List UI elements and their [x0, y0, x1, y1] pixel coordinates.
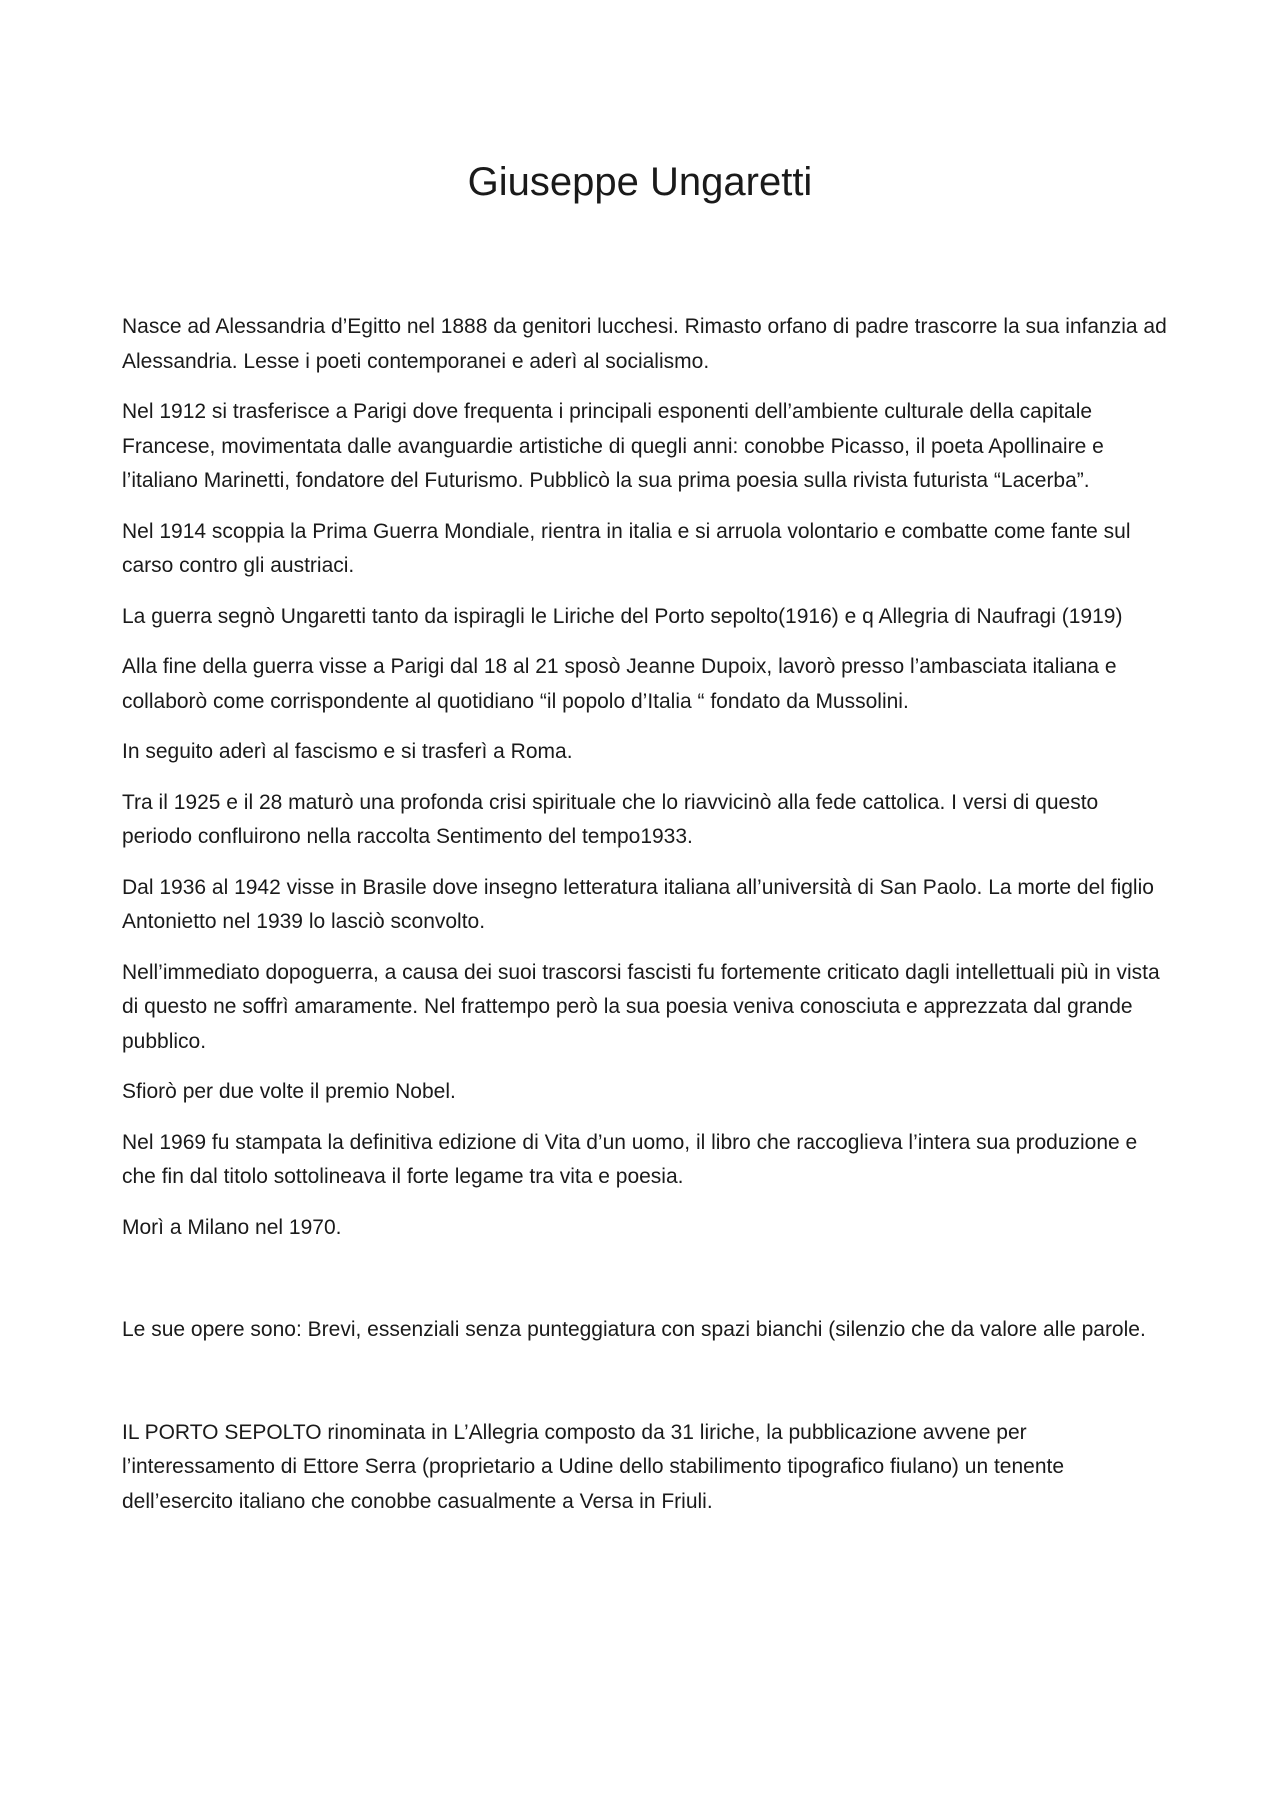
- paragraph-crisis: Tra il 1925 e il 28 maturò una profonda crisi spirituale che lo riavvicinò alla fede cattolica. I versi di questo periodo confluirono nella raccolta Sentimento del tempo1933.: [122, 790, 1099, 848]
- paragraph-vita-uomo: Nel 1969 fu stampata la definitiva edizione di Vita d’un uomo, il libro che raccoglieva l’intera sua produzione e che fin dal titolo sottolineava il forte legame tra vita e poesia.: [122, 1130, 1138, 1188]
- paragraph-nobel: Sfiorò per due volte il premio Nobel.: [122, 1080, 456, 1103]
- paragraph-birth: Nasce ad Alessandria d’Egitto nel 1888 da genitori lucchesi. Rimasto orfano di padre trascorre la sua infanzia ad Alessandria. Lesse i poeti contemporanei e aderì al socialismo.: [122, 315, 1167, 373]
- paragraph-postwar-paris: Alla fine della guerra visse a Parigi dal 18 al 21 sposò Jeanne Dupoix, lavorò presso l’ambasciata italiana e collaborò come corrispondente al quotidiano “il popolo d’Italia “ fondato da Mussolini.: [122, 655, 1117, 713]
- paragraph-porto-sepolto: IL PORTO SEPOLTO rinominata in L’Allegria composto da 31 liriche, la pubblicazione avvene per l’interessamento di Ettore Serra (proprietario a Udine dello stabilimento tipografico fiulano) un tenente dell’esercito italiano che conobbe casualmente a Versa in Friuli.: [122, 1420, 1065, 1513]
- blank-space: [122, 1364, 1167, 1416]
- paragraph-death: Morì a Milano nel 1970.: [122, 1215, 342, 1239]
- paragraph-brazil: Dal 1936 al 1942 visse in Brasile dove insegno letteratura italiana all’università di San Paolo. La morte del figlio Antonietto nel 1939 lo lasciò sconvolto.: [122, 875, 1154, 933]
- blank-space: [122, 1261, 1167, 1313]
- paragraph-war: Nel 1914 scoppia la Prima Guerra Mondiale, rientra in italia e si arruola volontario e combatte come fante sul carso contro gli austriaci.: [122, 519, 1131, 577]
- paragraph-works: Le sue opere sono: Brevi, essenziali senza punteggiatura con spazi bianchi (silenzio che da valore alle parole.: [122, 1318, 1146, 1341]
- paragraph-paris: Nel 1912 si trasferisce a Parigi dove frequenta i principali esponenti dell’ambiente culturale della capitale Francese, movimentata dalle avanguardie artistiche di quegli anni: conobbe Picasso, il poeta Apollinaire e l’italiano Marinetti, fondatore del Futurismo. Pubblicò la sua prima poesia sulla rivista futurista “Lacerba”.: [122, 400, 1104, 492]
- page-title: Giuseppe Ungaretti: [467, 160, 813, 204]
- paragraph-fascism: In seguito aderì al fascismo e si trasferì a Roma.: [122, 740, 573, 763]
- paragraph-postwar-criticism: Nell’immediato dopoguerra, a causa dei suoi trascorsi fascisti fu fortemente criticato dagli intellettuali più in vista di questo ne soffrì amaramente. Nel frattempo però la sua poesia veniva conosciuta e apprezzata dal grande pubblico.: [122, 960, 1160, 1053]
- paragraph-war-poems: La guerra segnò Ungaretti tanto da ispiragli le Liriche del Porto sepolto(1916) e q Allegria di Naufragi (1919): [122, 604, 1123, 628]
- document-body: [122, 310, 1167, 1535]
